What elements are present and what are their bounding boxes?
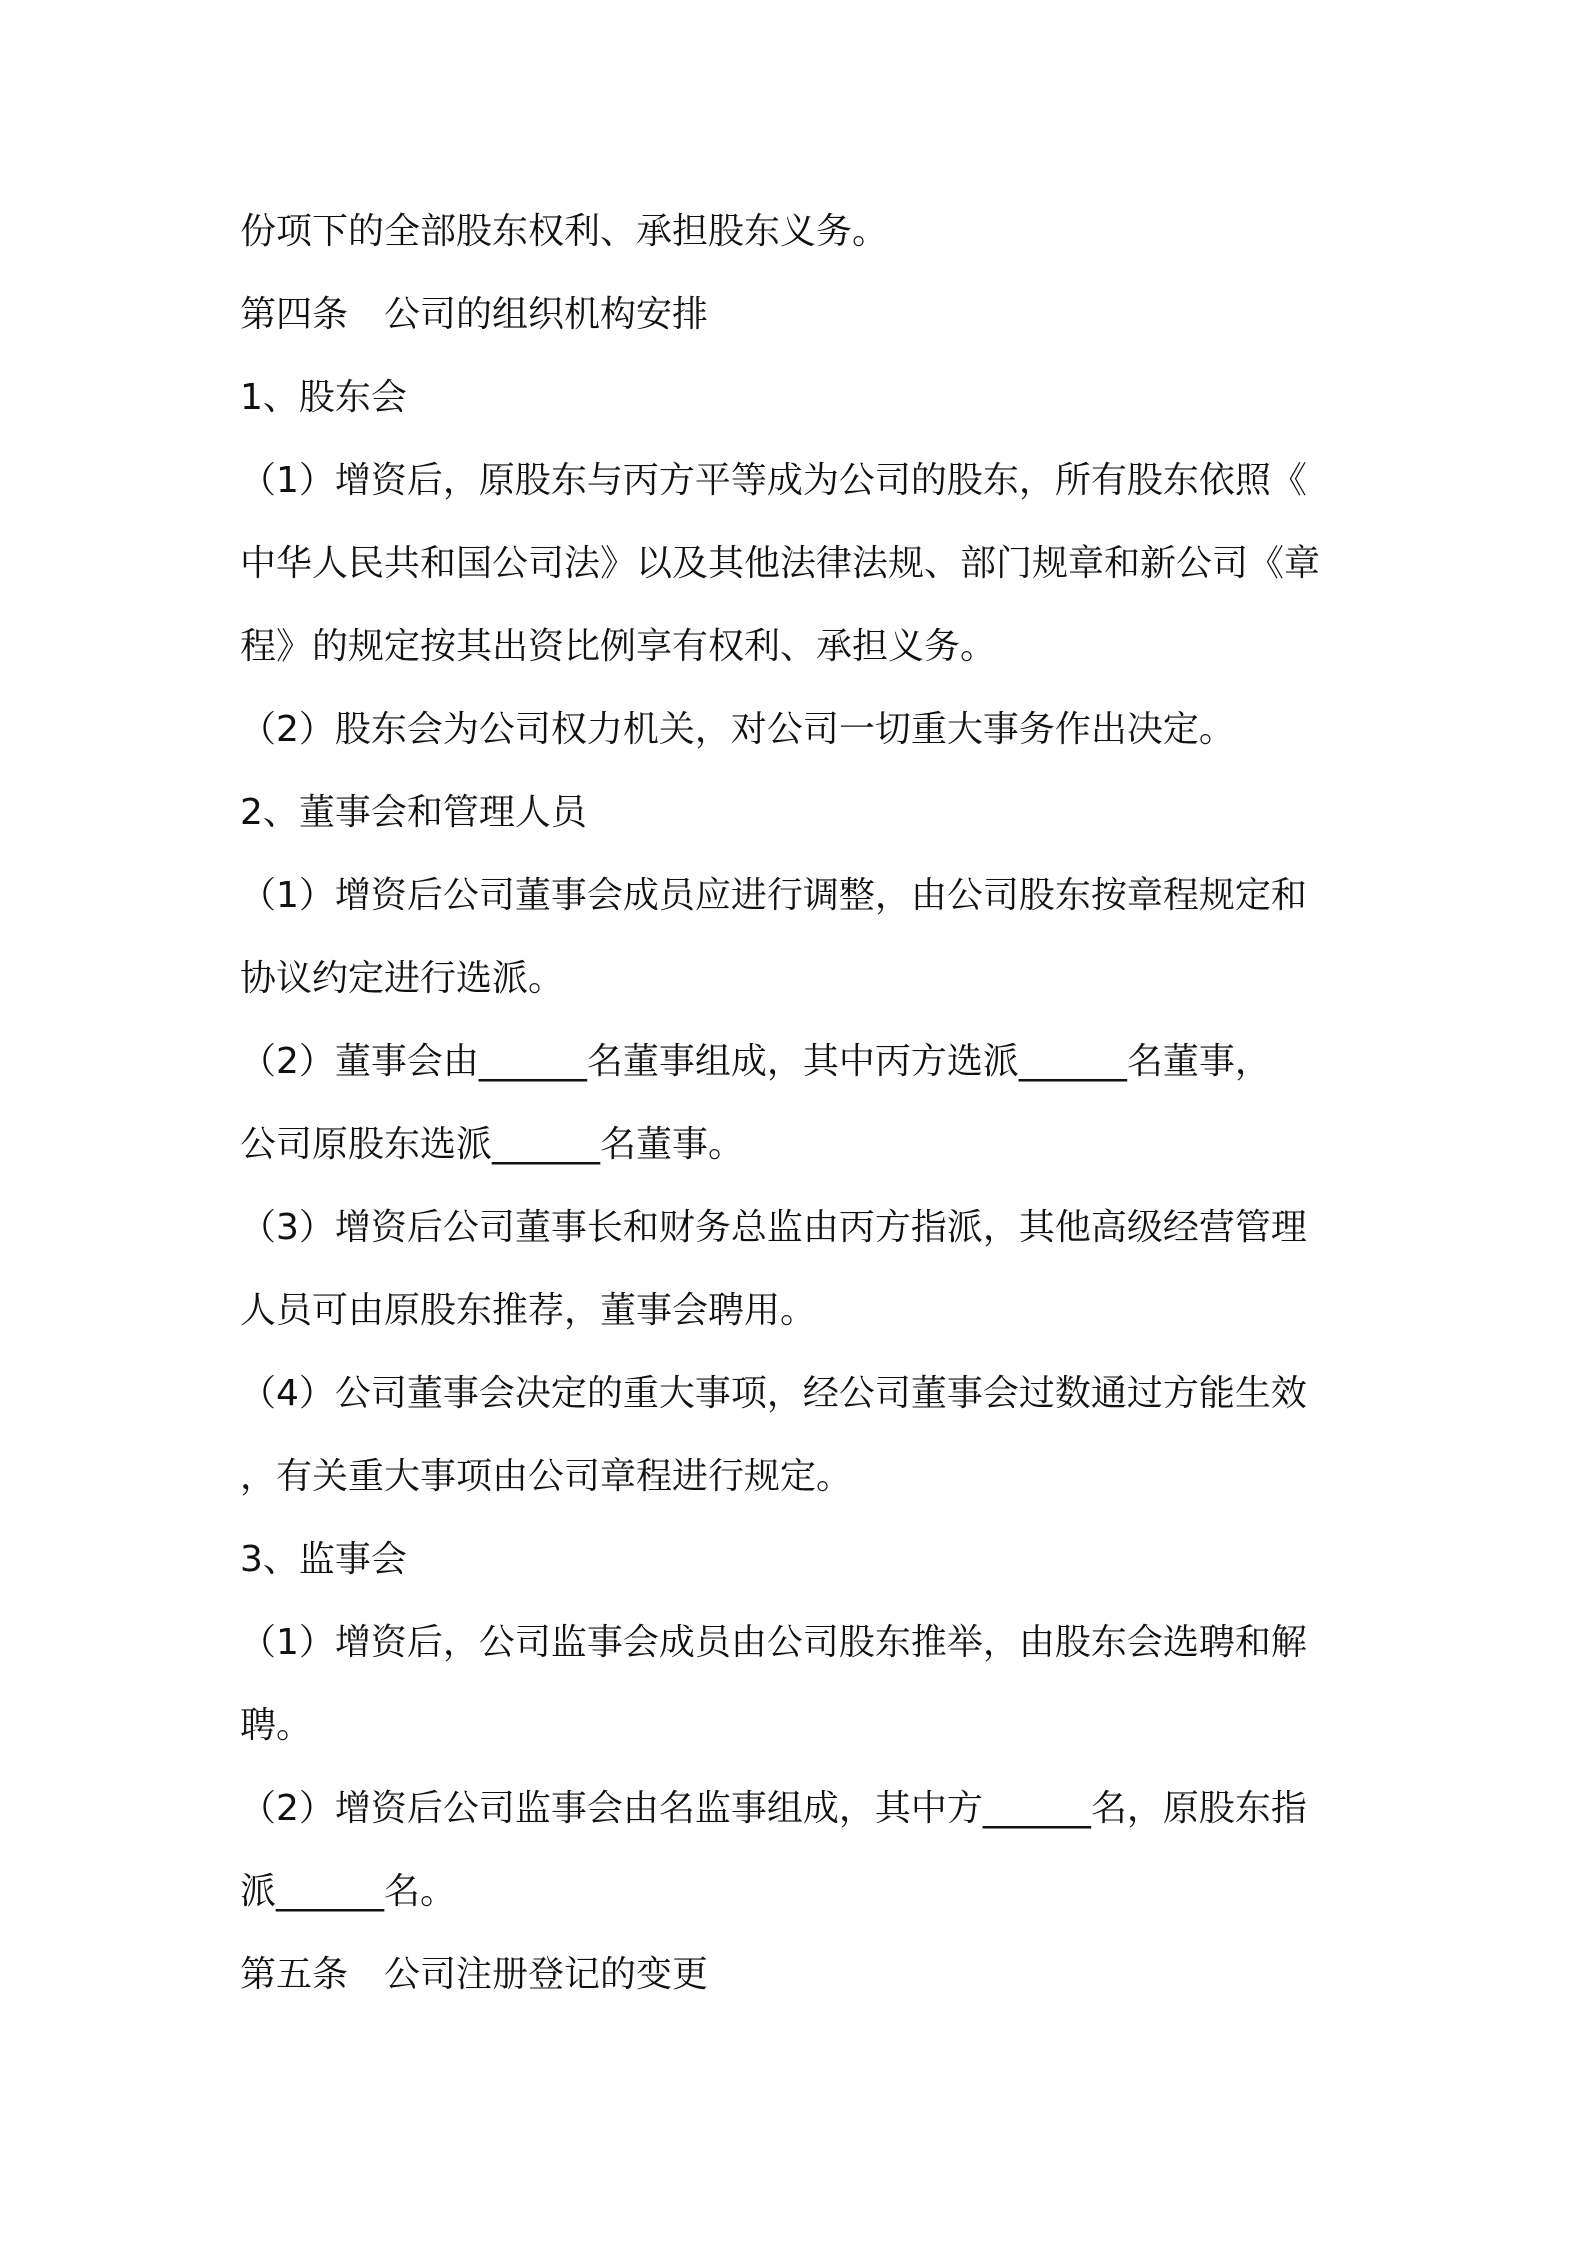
paragraph-line: （2）董事会由______名董事组成，其中丙方选派______名董事， xyxy=(240,1041,1271,1082)
article-heading-5: 第五条 公司注册登记的变更 xyxy=(240,1954,709,1995)
section-heading-shareholders-meeting: 1、股东会 xyxy=(240,377,407,418)
paragraph-line: 份项下的全部股东权利、承担股东义务。 xyxy=(240,211,889,252)
paragraph-line: 聘。 xyxy=(240,1705,313,1746)
paragraph-line: （2）股东会为公司权力机关，对公司一切重大事务作出决定。 xyxy=(240,709,1235,750)
paragraph-line: 人员可由原股东推荐，董事会聘用。 xyxy=(240,1290,817,1331)
article-heading-4: 第四条 公司的组织机构安排 xyxy=(240,294,709,335)
paragraph-line: 中华人民共和国公司法》以及其他法律法规、部门规章和新公司《章 xyxy=(240,543,1321,584)
paragraph-line: 派______名。 xyxy=(240,1871,457,1912)
document-body xyxy=(240,190,1370,2016)
paragraph-line: （1）增资后，公司监事会成员由公司股东推举，由股东会选聘和解 xyxy=(240,1622,1307,1663)
paragraph-line: （1）增资后，原股东与丙方平等成为公司的股东，所有股东依照《 xyxy=(240,460,1307,501)
paragraph-line: 公司原股东选派______名董事。 xyxy=(240,1124,745,1165)
paragraph-line: 协议约定进行选派。 xyxy=(240,958,565,999)
paragraph-line: （3）增资后公司董事长和财务总监由丙方指派，其他高级经营管理 xyxy=(240,1207,1307,1248)
paragraph-line: （4）公司董事会决定的重大事项，经公司董事会过数通过方能生效 xyxy=(240,1373,1307,1414)
paragraph-line: ，有关重大事项由公司章程进行规定。 xyxy=(240,1456,853,1497)
paragraph-line: （1）增资后公司董事会成员应进行调整，由公司股东按章程规定和 xyxy=(240,875,1307,916)
section-heading-supervisors: 3、监事会 xyxy=(240,1539,407,1580)
section-heading-board: 2、董事会和管理人员 xyxy=(240,792,587,833)
paragraph-line: （2）增资后公司监事会由名监事组成，其中方______名，原股东指 xyxy=(240,1788,1307,1829)
paragraph-line: 程》的规定按其出资比例享有权利、承担义务。 xyxy=(240,626,997,667)
